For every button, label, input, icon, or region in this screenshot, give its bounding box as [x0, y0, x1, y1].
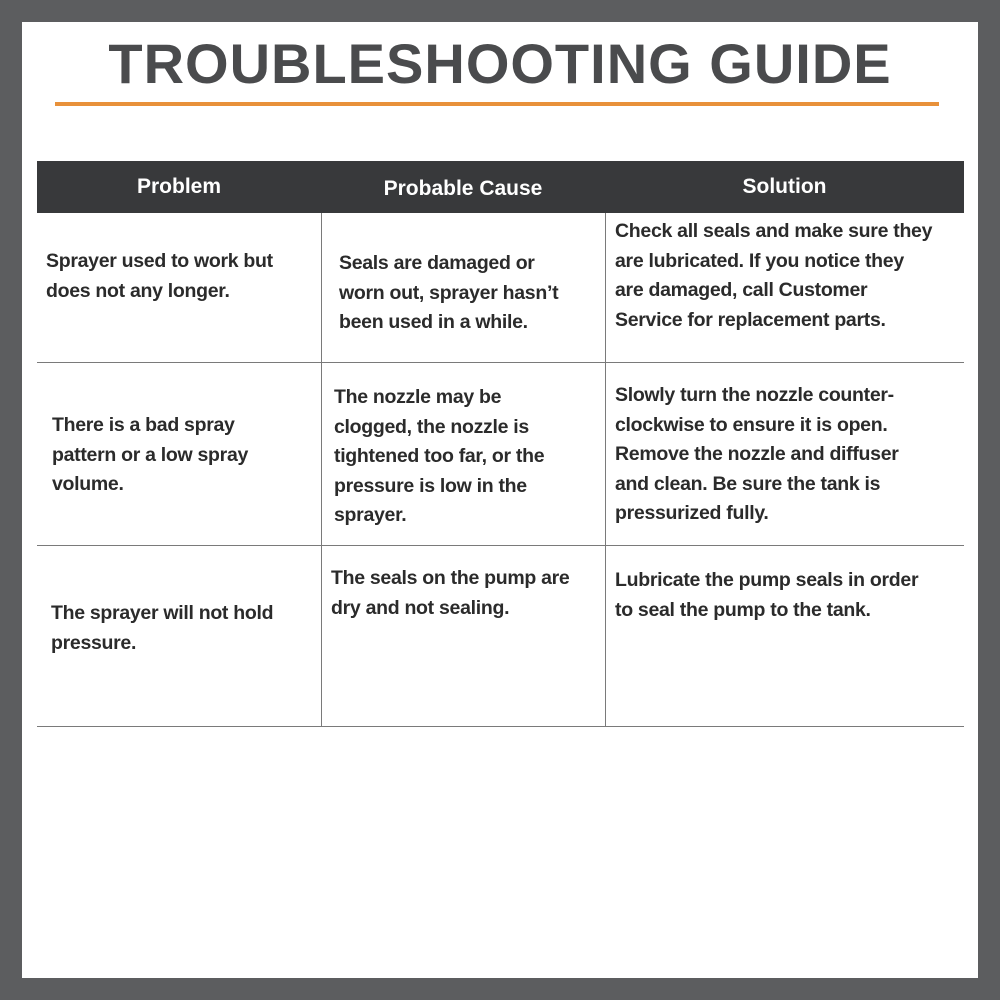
problem-cell [37, 546, 321, 726]
table-row [37, 213, 964, 363]
solution-text: Check all seals and make sure they are lubricated. If you notice they are damaged, call Customer Service for replacement parts. [615, 220, 933, 331]
header-solution: Solution [742, 175, 827, 198]
solution-cell [605, 546, 964, 726]
problem-text: The sprayer will not hold pressure. [51, 602, 274, 654]
solution-cell [605, 363, 964, 545]
solution-cell [605, 213, 964, 362]
problem-cell [37, 213, 321, 362]
problem-text: Sprayer used to work but does not any longer. [46, 250, 273, 302]
table-header [37, 161, 964, 213]
cause-cell [321, 363, 605, 545]
troubleshooting-table [37, 161, 964, 727]
table-row [37, 546, 964, 727]
cause-text: The seals on the pump are dry and not sealing. [331, 567, 570, 619]
header-probable-cause: Probable Cause [383, 177, 543, 200]
table-row [37, 363, 964, 546]
header-problem: Problem [136, 175, 222, 198]
solution-text: Lubricate the pump seals in order to seal the pump to the tank. [615, 569, 919, 621]
cause-text: Seals are damaged or worn out, sprayer hasn’t been used in a while. [339, 252, 559, 333]
problem-cell [37, 363, 321, 545]
cause-cell [321, 546, 605, 726]
page-title: TROUBLESHOOTING GUIDE [108, 32, 892, 95]
problem-text: There is a bad spray pattern or a low spray volume. [52, 414, 249, 495]
cause-text: The nozzle may be clogged, the nozzle is tightened too far, or the pressure is low in the sprayer. [334, 386, 545, 526]
solution-text: Slowly turn the nozzle counter- clockwise to ensure it is open. Remove the nozzle and diffuser and clean. Be sure the tank is pressurized fully. [615, 384, 899, 524]
cause-cell [321, 213, 605, 362]
title-underline [55, 102, 939, 106]
